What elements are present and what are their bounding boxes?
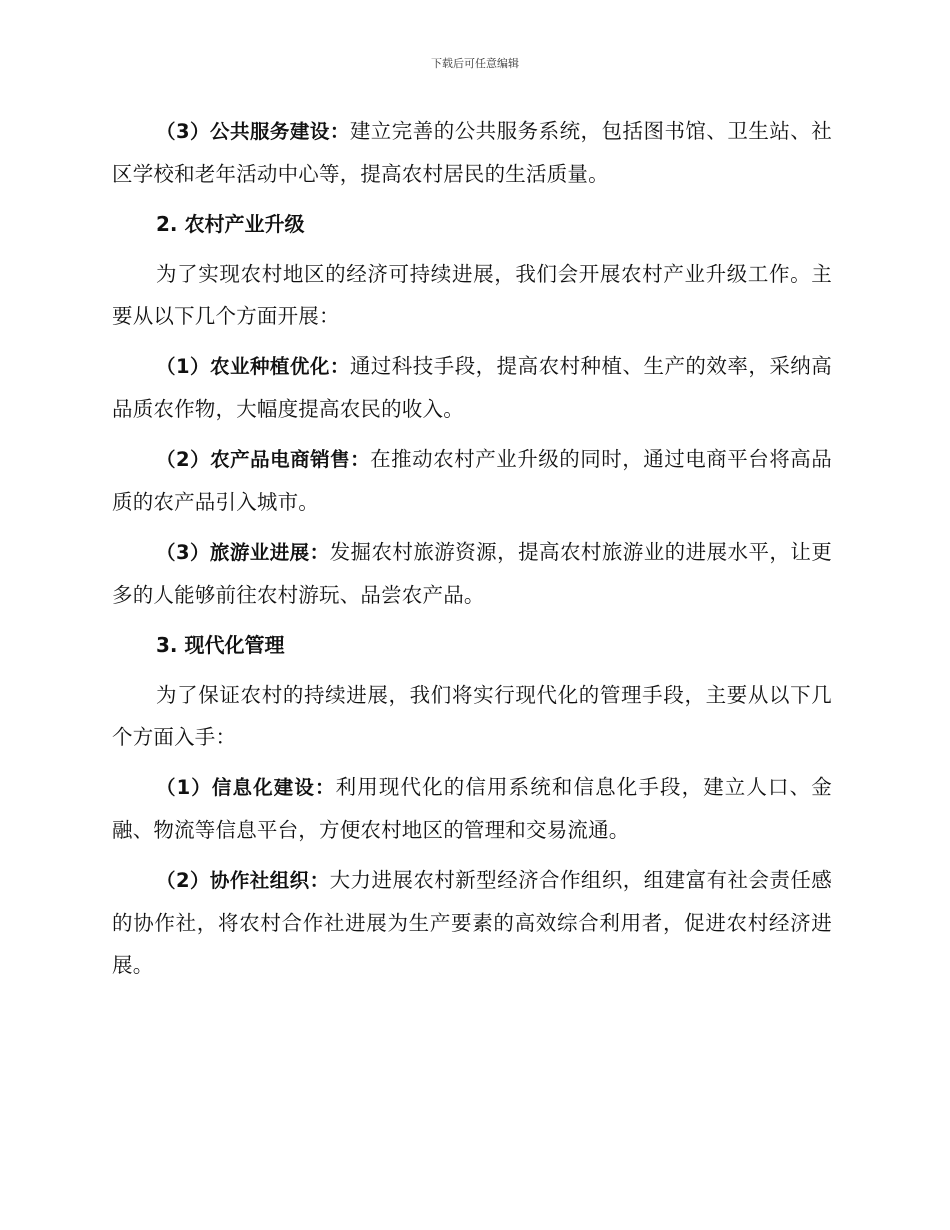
item-text: 发掘农村旅游资源，提高农村旅游业的进展水平，让更多的人能够前往农村游玩、品尝农产品。	[112, 540, 832, 607]
document-body	[112, 110, 832, 994]
item-text: 在推动农村产业升级的同时，通过电商平台将高品质的农产品引入城市。	[112, 447, 832, 514]
item-informatization	[112, 766, 832, 851]
item-text: 建立完善的公共服务系统，包括图书馆、卫生站、社区学校和老年活动中心等，提高农村居民的生活质量。	[112, 119, 832, 186]
section-heading-industry-upgrade: 2. 农村产业升级	[156, 212, 305, 236]
section-heading-modern-management: 3. 现代化管理	[156, 633, 285, 657]
item-tourism	[112, 531, 832, 616]
paragraph-management-intro: 为了保证农村的持续进展，我们将实行现代化的管理手段，主要从以下几个方面入手：	[112, 683, 832, 749]
item-label: （3）公共服务建设：	[156, 120, 350, 143]
item-label: （1）农业种植优化：	[156, 355, 350, 378]
item-label: （1）信息化建设：	[156, 776, 336, 799]
item-text: 大力进展农村新型经济合作组织，组建富有社会责任感的协作社，将农村合作社进展为生产要素的高效综合利用者，促进农村经济进展。	[112, 868, 832, 977]
item-ecommerce-sales	[112, 438, 832, 523]
paragraph-industry-intro: 为了实现农村地区的经济可持续进展，我们会开展农村产业升级工作。主要从以下几个方面开展：	[112, 262, 832, 328]
item-text: 通过科技手段，提高农村种植、生产的效率，采纳高品质农作物，大幅度提高农民的收入。	[112, 354, 832, 421]
item-text: 利用现代化的信用系统和信息化手段，建立人口、金融、物流等信息平台，方便农村地区的管理和交易流通。	[112, 775, 832, 842]
item-agriculture-optimization	[112, 345, 832, 430]
item-public-service	[112, 110, 832, 195]
item-label: （2）协作社组织：	[156, 869, 330, 892]
item-cooperative	[112, 859, 832, 986]
item-label: （2）农产品电商销售：	[156, 448, 371, 471]
header-note: 下载后可任意编辑	[431, 57, 519, 70]
item-label: （3）旅游业进展：	[156, 541, 330, 564]
